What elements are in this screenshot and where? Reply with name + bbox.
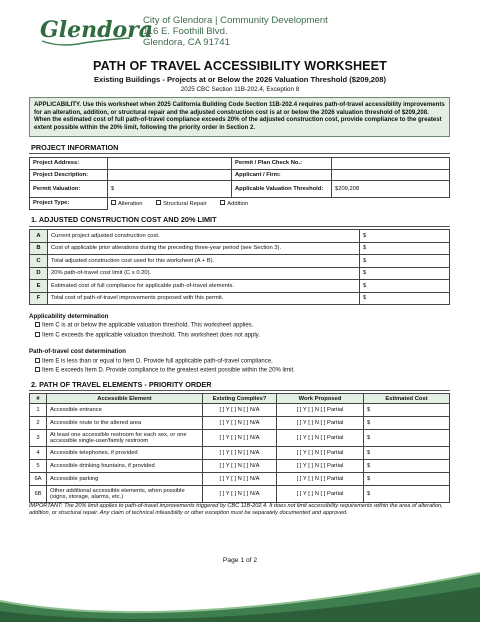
element-number: 6A <box>30 473 47 486</box>
type-structural-repair-option[interactable]: Structural Repair <box>156 201 207 207</box>
glendora-logo <box>38 14 154 48</box>
estimated-cost-field[interactable]: $ <box>364 430 450 447</box>
cost-row-amount-field[interactable]: $ <box>360 267 450 280</box>
valuation-threshold-label: Applicable Valuation Threshold: <box>232 181 332 198</box>
svg-text:Glendora: Glendora <box>40 17 154 43</box>
project-address-field[interactable] <box>108 158 232 170</box>
agency-city: Glendora, CA 91741 <box>143 37 230 48</box>
checkbox-icon[interactable] <box>220 200 225 205</box>
element-number: 6B <box>30 486 47 503</box>
col-work-proposed: Work Proposed <box>277 394 364 404</box>
element-row <box>30 473 450 486</box>
checkbox-icon[interactable] <box>111 200 116 205</box>
element-number: 1 <box>30 404 47 417</box>
estimated-cost-field[interactable]: $ <box>364 460 450 473</box>
cost-row-letter: F <box>30 292 48 305</box>
section1-heading: 1. ADJUSTED CONSTRUCTION COST AND 20% LIMIT <box>31 215 217 224</box>
checkbox-icon[interactable] <box>35 332 40 337</box>
cost-row-letter: D <box>30 267 48 280</box>
cost-row-amount-field[interactable]: $ <box>360 292 450 305</box>
element-number: 5 <box>30 460 47 473</box>
cost-row-description: Current project adjusted construction cost. <box>48 230 360 243</box>
existing-complies-options[interactable]: [ ] Y [ ] N [ ] N/A <box>203 430 277 447</box>
existing-complies-options[interactable]: [ ] Y [ ] N [ ] N/A <box>203 486 277 503</box>
document-title: PATH OF TRAVEL ACCESSIBILITY WORKSHEET <box>93 59 387 73</box>
estimated-cost-field[interactable]: $ <box>364 404 450 417</box>
cost-row-amount-field[interactable]: $ <box>360 242 450 255</box>
element-name: At least one accessible restroom for each sex, or one accessible single-user/family restroom <box>47 430 203 447</box>
cost-row <box>30 292 450 305</box>
applicability-determination-heading: Applicability determination <box>29 313 109 320</box>
section-divider <box>29 390 450 391</box>
page-number: Page 1 of 2 <box>222 557 258 564</box>
cost-row-letter: C <box>30 255 48 268</box>
element-row <box>30 486 450 503</box>
permit-number-field[interactable] <box>332 158 450 170</box>
element-row <box>30 404 450 417</box>
estimated-cost-field[interactable]: $ <box>364 447 450 460</box>
project-description-field[interactable] <box>108 169 232 181</box>
element-name: Accessible route to the altered area <box>47 417 203 430</box>
section2-heading: 2. PATH OF TRAVEL ELEMENTS - PRIORITY ORDER <box>31 380 212 389</box>
estimated-cost-field[interactable]: $ <box>364 486 450 503</box>
element-name: Accessible drinking fountains, if provided <box>47 460 203 473</box>
element-number: 4 <box>30 447 47 460</box>
existing-complies-options[interactable]: [ ] Y [ ] N [ ] N/A <box>203 473 277 486</box>
cost-table <box>29 229 450 305</box>
checkbox-icon[interactable] <box>35 367 40 372</box>
cost-row-amount-field[interactable]: $ <box>360 280 450 293</box>
applicant-field[interactable] <box>332 169 450 181</box>
cost-row <box>30 255 450 268</box>
cost-determination-heading: Path-of-travel cost determination <box>29 348 126 355</box>
element-row <box>30 430 450 447</box>
element-number: 2 <box>30 417 47 430</box>
cost-row-description: 20% path-of-travel cost limit (C x 0.20). <box>48 267 360 280</box>
cost-row-letter: E <box>30 280 48 293</box>
cost-row-letter: A <box>30 230 48 243</box>
document-subtitle: Existing Buildings - Projects at or Below the 2026 Valuation Threshold ($209,208) <box>93 75 386 84</box>
cost-row-description: Total cost of path-of-travel improvements proposed with this permit. <box>48 292 360 305</box>
col-estimated-cost: Estimated Cost <box>364 394 450 404</box>
project-info-table <box>29 157 450 210</box>
project-description-label: Project Description: <box>30 169 108 181</box>
path-of-travel-table <box>29 393 450 503</box>
applicability-option-not-applies[interactable]: Item C exceeds the applicable valuation threshold. This worksheet does not apply. <box>35 332 260 339</box>
cost-row <box>30 242 450 255</box>
agency-address <box>143 15 328 48</box>
permit-number-label: Permit / Plan Check No.: <box>232 158 332 170</box>
cost-option-partial[interactable]: Item E exceeds Item D. Provide compliance to the greatest extent possible within the 20% limit. <box>35 367 295 374</box>
work-proposed-options[interactable]: [ ] Y [ ] N [ ] Partial <box>277 460 364 473</box>
decorative-swoosh <box>0 571 480 622</box>
cost-row-amount-field[interactable]: $ <box>360 230 450 243</box>
agency-street: 116 E. Foothill Blvd. <box>143 26 228 37</box>
col-element: Accessible Element <box>47 394 203 404</box>
col-existing-complies: Existing Complies? <box>203 394 277 404</box>
work-proposed-options[interactable]: [ ] Y [ ] N [ ] Partial <box>277 430 364 447</box>
type-addition-option[interactable]: Addition <box>220 201 248 207</box>
cost-row-description: Total adjusted construction cost used for this worksheet (A + B). <box>48 255 360 268</box>
col-number: # <box>30 394 47 404</box>
important-note: IMPORTANT: The 20% limit applies to path-of-travel improvements triggered by CBC 11B-202.4. It does not limit accessibility requirements within the area of alteration, addition, or structural repair. Any claim of technical infeasibility or other exception must be separately documented and approved. <box>29 503 443 517</box>
element-name: Accessible parking <box>47 473 203 486</box>
cost-row <box>30 280 450 293</box>
section-divider <box>29 226 450 227</box>
checkbox-icon[interactable] <box>35 322 40 327</box>
code-reference: 2025 CBC Section 11B-202.4, Exception 8 <box>180 86 300 93</box>
element-name: Accessible telephones, if provided <box>47 447 203 460</box>
work-proposed-options[interactable]: [ ] Y [ ] N [ ] Partial <box>277 417 364 430</box>
cost-row-description: Cost of applicable prior alterations during the preceding three-year period (see Section 3). <box>48 242 360 255</box>
agency-name: City of Glendora | Community Development <box>143 15 328 26</box>
permit-valuation-field[interactable]: $ <box>108 181 232 198</box>
applicant-label: Applicant / Firm: <box>232 169 332 181</box>
project-type-label: Project Type: <box>30 198 108 210</box>
work-proposed-options[interactable]: [ ] Y [ ] N [ ] Partial <box>277 404 364 417</box>
valuation-threshold-value: $209,208 <box>332 181 450 198</box>
element-row <box>30 417 450 430</box>
permit-valuation-label: Permit Valuation: <box>30 181 108 198</box>
cost-row <box>30 230 450 243</box>
work-proposed-options[interactable]: [ ] Y [ ] N [ ] Partial <box>277 486 364 503</box>
element-row <box>30 460 450 473</box>
section-divider <box>29 153 450 154</box>
work-proposed-options[interactable]: [ ] Y [ ] N [ ] Partial <box>277 447 364 460</box>
cost-row <box>30 267 450 280</box>
type-alteration-option[interactable]: Alteration <box>111 201 143 207</box>
estimated-cost-field[interactable]: $ <box>364 473 450 486</box>
project-address-label: Project Address: <box>30 158 108 170</box>
existing-complies-options[interactable]: [ ] Y [ ] N [ ] N/A <box>203 417 277 430</box>
element-number: 3 <box>30 430 47 447</box>
cost-option-full[interactable]: Item E is less than or equal to Item D. Provide full applicable path-of-travel compliance. <box>35 358 273 365</box>
checkbox-icon[interactable] <box>35 358 40 363</box>
applicability-option-applies[interactable]: Item C is at or below the applicable valuation threshold. This worksheet applies. <box>35 322 253 329</box>
cost-row-description: Estimated cost of full compliance for applicable path-of-travel elements. <box>48 280 360 293</box>
cost-row-amount-field[interactable]: $ <box>360 255 450 268</box>
element-name: Accessible entrance <box>47 404 203 417</box>
project-type-options <box>108 198 450 210</box>
existing-complies-options[interactable]: [ ] Y [ ] N [ ] N/A <box>203 460 277 473</box>
project-info-heading: PROJECT INFORMATION <box>31 143 119 152</box>
element-row <box>30 447 450 460</box>
estimated-cost-field[interactable]: $ <box>364 417 450 430</box>
existing-complies-options[interactable]: [ ] Y [ ] N [ ] N/A <box>203 404 277 417</box>
work-proposed-options[interactable]: [ ] Y [ ] N [ ] Partial <box>277 473 364 486</box>
checkbox-icon[interactable] <box>156 200 161 205</box>
element-name: Other additional accessible elements, when possible (signs, storage, alarms, etc.) <box>47 486 203 503</box>
cost-row-letter: B <box>30 242 48 255</box>
existing-complies-options[interactable]: [ ] Y [ ] N [ ] N/A <box>203 447 277 460</box>
applicability-box: APPLICABILITY. Use this worksheet when 2025 California Building Code Section 11B-202.4 requires path-of-travel accessibility improvements for an alteration, addition, or structural repair and the adjusted construction cost is at or below the 2026 valuation threshold of $209,208. When the estimated cost of full path-of-travel compliance exceeds 20% of the adjusted construction cost, provide compliance to the greatest extent possible within the 20% limit, following the priority order in Section 2. <box>29 97 450 137</box>
